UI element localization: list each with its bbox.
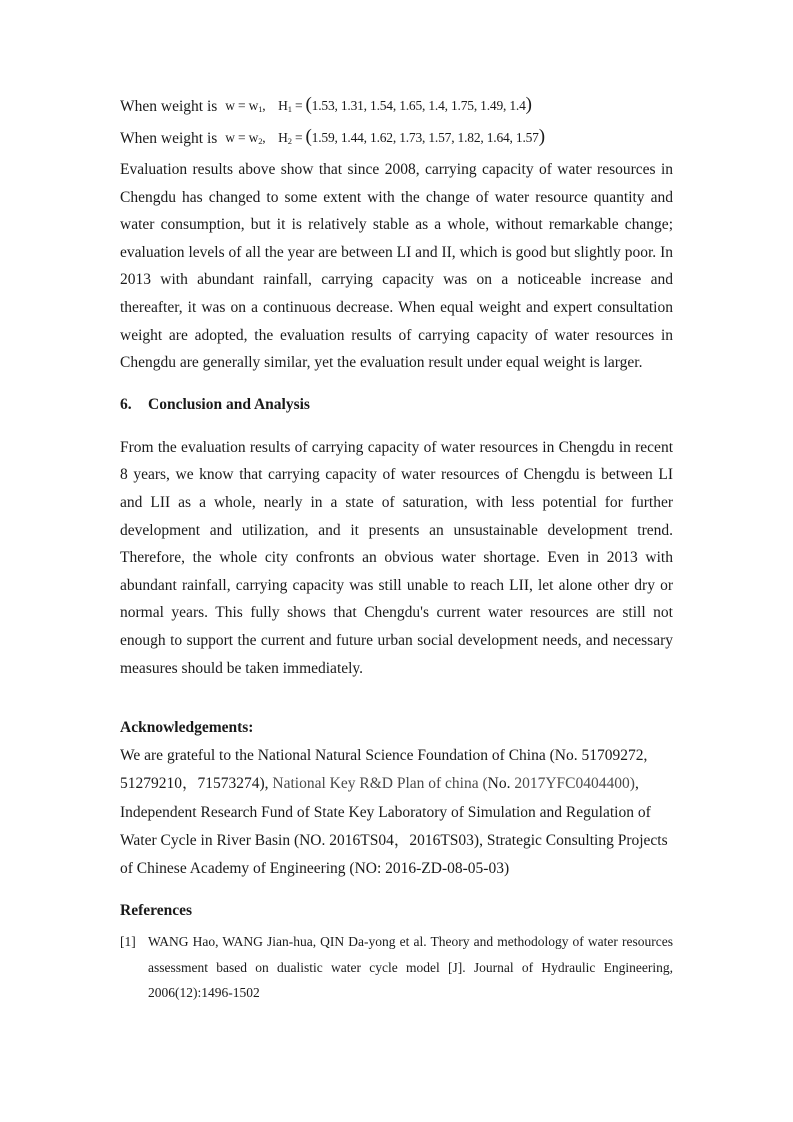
weight-equation-1 (120, 92, 673, 122)
weight-expression: $w = w_2$, $H_2 = (1.59$, 1.44, 1.62, 1.73, 1.57, 1.82, 1.64, 1.57) (225, 125, 545, 147)
equation-label: When weight is (120, 130, 218, 147)
weight-expression: $w = w_1$, $H_1 = (1.53$, 1.31, 1.54, 1.65, 1.4, 1.75, 1.49, 1.4) (225, 93, 532, 115)
acknowledgements-paragraph: We are grateful to the National Natural Science Foundation of China (No. 51709272, 51279210，71573274), National Key R&D Plan of china (No. 2017YFC0404400), Independent Research Fund of State Key Laboratory of Simulation and Regulation of Water Cycle in River Basin (NO. 2016TS04，2016TS03), Strategic Consulting Projects of Chinese Academy of Engineering (NO: 2016-ZD-08-05-03) (120, 747, 668, 877)
equation-label: When weight is (120, 98, 218, 115)
page-content (120, 92, 673, 1006)
references-heading: References (120, 902, 193, 920)
section-title: Conclusion and Analysis (148, 395, 310, 413)
h1-values: 1.53, 1.31, 1.54, 1.65, 1.4, 1.75, 1.49, 1.4 (311, 97, 526, 113)
reference-item (120, 929, 673, 1006)
section-number: 6. (120, 395, 132, 413)
reference-text: WANG Hao, WANG Jian-hua, QIN Da-yong et al. Theory and methodology of water resources assessment based on dualistic water cycle model [J]. Journal of Hydraulic Engineering, 2006(12):1496-1502 (148, 934, 673, 1001)
h2-values: 1.59, 1.44, 1.62, 1.73, 1.57, 1.82, 1.64, 1.57 (311, 129, 539, 145)
weight-equation-2 (120, 124, 673, 154)
acknowledgements-heading: Acknowledgements: (120, 719, 254, 737)
conclusion-paragraph: From the evaluation results of carrying capacity of water resources in Chengdu in recent 8 years, we know that carrying capacity of water resources of Chengdu is between LI and LII as a whole, nearly in a state of saturation, with less potential for further development and utilization, and it presents an unsustainable development trend. Therefore, the whole city confronts an obvious water shortage. Even in 2013 with abundant rainfall, carrying capacity was still unable to reach LII, let alone other dry or normal years. This fully shows that Chengdu's current water resources are still not enough to support the current and future urban social development needs, and necessary measures should be taken immediately. (120, 438, 673, 677)
evaluation-paragraph: Evaluation results above show that since 2008, carrying capacity of water resources in Chengdu has changed to some extent with the change of water resource quantity and water consumption, but it is relatively stable as a whole, without remarkable change; evaluation levels of all the year are between LI and II, which is good but slightly poor. In 2013 with abundant rainfall, carrying capacity was on a noticeable increase and thereafter, it was on a continuous decrease. When equal weight and expert consultation weight are adopted, the evaluation results of carrying capacity of water resources in Chengdu are generally similar, yet the evaluation result under equal weight is larger. (120, 161, 673, 372)
section-heading-conclusion (120, 391, 673, 418)
reference-number: [1] (120, 934, 136, 950)
